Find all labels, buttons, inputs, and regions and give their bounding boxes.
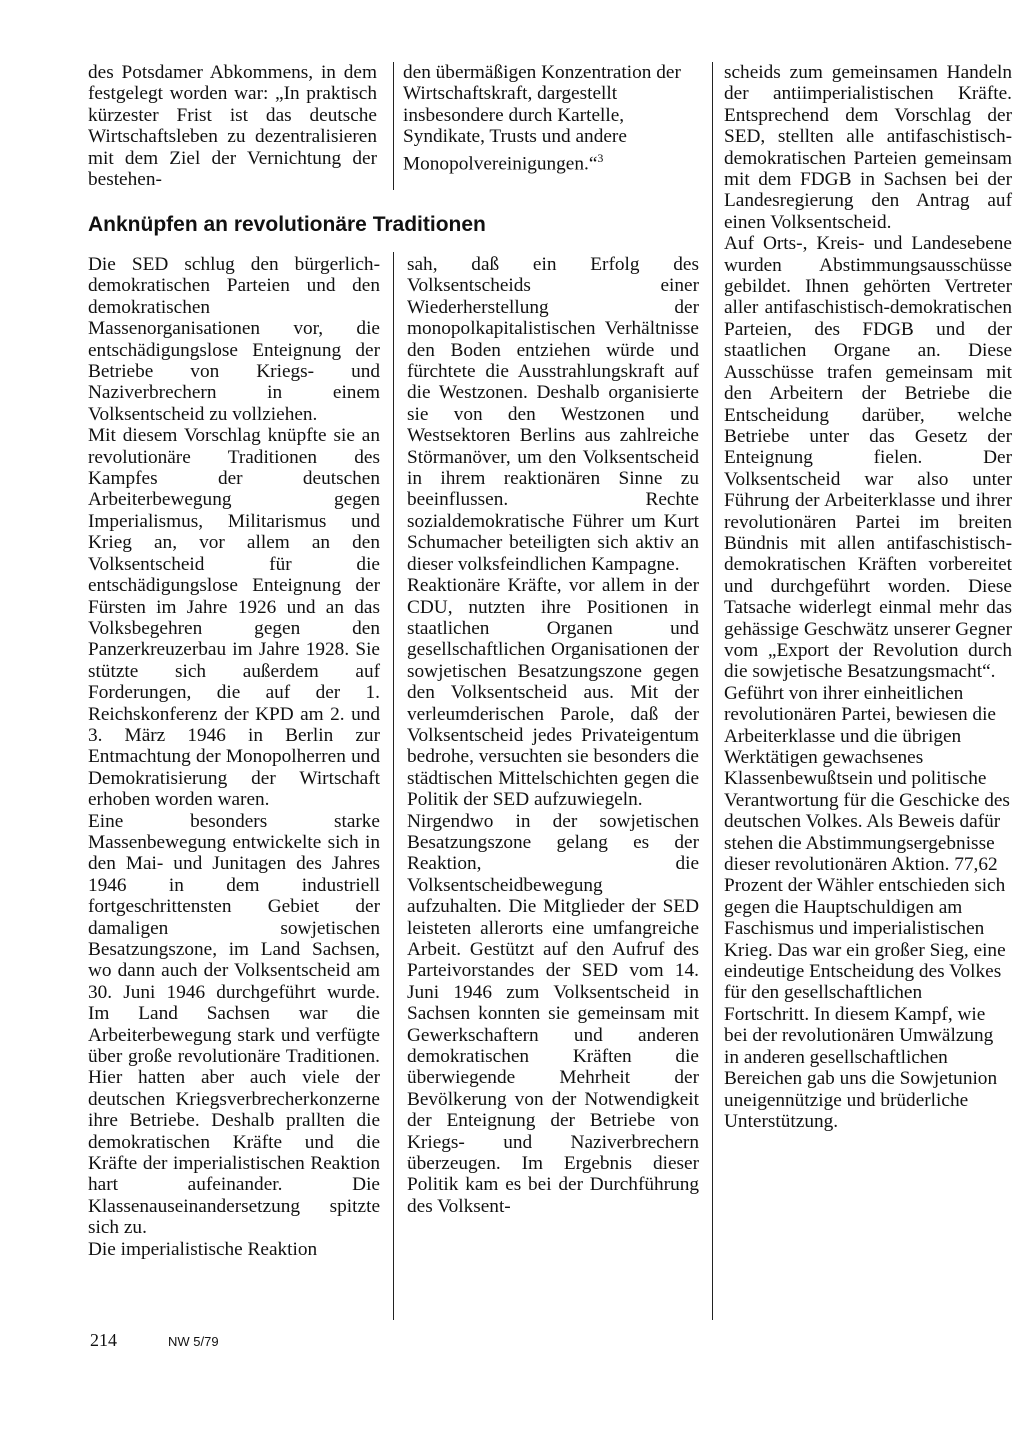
paragraph: Reaktionäre Kräfte, vor allem in der CDU, nutzten ihre Positionen in staatlichen Organen und gesellschaftlichen Organisationen der sowjetischen Besatzungszone gegen den Volksentscheid aus. Mit der verleumderischen Parole, daß der Volksentscheid jedes Privateigentum bedrohe, versuchten sie besonders die städtischen Mittelschichten gegen die Politik der SED aufzuwiegeln. bbox=[407, 575, 699, 811]
paragraph: Nirgendwo in der sowjetischen Besatzungszone gelang es der Reaktion, die Volksentscheidbewegung aufzuhalten. Die Mitglieder der SED leisteten allerorts eine umfangreiche Arbeit. Gestützt auf den Aufruf des Parteivorstandes der SED vom 14. Juni 1946 zum Volksentscheid in Sachsen konnten sie gemeinsam mit Gewerkschaftern und anderen demokratischen Kräften die überwiegende Mehrheit der Bevölkerung von der Notwendigkeit der Enteignung der Betriebe von Kriegs- und Naziverbrechern überzeugen. Im Ergebnis dieser Politik kam es bei der Durchführung des Volksent- bbox=[407, 810, 699, 1217]
paragraph: Die imperialistische Reaktion bbox=[88, 1238, 318, 1260]
column-3 bbox=[724, 62, 1012, 1132]
top-middle-text bbox=[403, 62, 695, 174]
column-rule-1 bbox=[393, 252, 394, 1320]
paragraph: Eine besonders starke Massenbewegung entwickelte sich in den Mai- und Junitagen des Jahres 1946 in dem industriell fortgeschrittensten Gebiet der damaligen sowjetischen Besatzungszone, im Land Sachsen, wo dann auch der Volksentscheid am 30. Juni 1946 durchgeführt wurde. Im Land Sachsen war die Arbeiterbewegung stark und verfügte über große revolutionäre Traditionen. Hier hatten aber auch viele der deutschen Kriegsverbrecherkonzerne ihre Betriebe. Deshalb prallten die demokratischen Kräfte und die Kräfte der imperialistischen Reaktion hart aufeinander. Die Klassenauseinandersetzung spitzte sich zu. bbox=[88, 810, 380, 1239]
column-2 bbox=[407, 254, 699, 1217]
paragraph: Mit diesem Vorschlag knüpfte sie an revolutionäre Traditionen des Kampfes der deutschen Arbeiterbewegung gegen Imperialismus, Militarismus und Krieg an, vor allem an den Volksentscheid für die entschädigungslose Enteignung der Fürsten im Jahre 1926 und an das Volksbegehren gegen den Panzerkreuzerbau im Jahre 1928. Sie stützte sich außerdem auf Forderungen, die auf der 1. Reichskonferenz der KPD am 2. und 3. März 1946 in Berlin zur Entmachtung der Monopolherren und Demokratisierung der Wirtschaft erhoben worden waren. bbox=[88, 425, 380, 811]
paragraph: scheids zum gemeinsamen Handeln der antiimperialistischen Kräfte. Entsprechend dem Vorschlag der SED, stellten alle antifaschistisch-demokratischen Parteien gemeinsam mit dem FDGB in Sachsen bei der Landesregierung den Antrag auf einen Volksentscheid. bbox=[724, 62, 1012, 233]
paragraph: Die SED schlug den bürgerlich-demokratischen Parteien und den demokratischen Massenorganisationen vor, die entschädigungslose Enteignung der Betriebe von Kriegs- und Naziverbrechern in einem Volksentscheid zu vollziehen. bbox=[88, 254, 380, 425]
column-rule-top bbox=[393, 62, 394, 190]
paragraph: Auf Orts-, Kreis- und Landesebene wurden Abstimmungsausschüsse gebildet. Ihnen gehörten Vertreter aller antifaschistisch-demokratischen Parteien, des FDGB und der staatlichen Organe an. Diese Ausschüsse trafen gemeinsam mit den Arbeitern der Betriebe die Entscheidung darüber, welche Betriebe unter das Gesetz der Enteignung fielen. Der Volksentscheid war also unter Führung der Arbeiterklasse und ihrer revolutionären Partei im breiten Bündnis mit allen antifaschistisch-demokratischen Kräften vorbereitet und durchgeführt worden. Diese Tatsache widerlegt einmal mehr das gehässige Geschwätz unserer Gegner vom „Export der Revolution durch die sowjetische Besatzungsmacht“. bbox=[724, 233, 1012, 683]
paragraph: des Potsdamer Abkommens, in dem festgelegt worden war: „In praktisch kürzester Frist ist das deutsche Wirtschaftsleben zu dezentralisieren mit dem Ziel der Vernichtung der bestehen- bbox=[88, 62, 377, 191]
top-left-text bbox=[88, 62, 377, 190]
paragraph: sah, daß ein Erfolg des Volksentscheids einer Wiederherstellung der monopolkapitalistischen Verhältnisse den Boden entziehen würde und fürchtete die Ausstrahlungskraft auf die Westzonen. Deshalb organisierte sie von den Westzonen und Westsektoren Berlins aus zahlreiche Störmanöver, um den Volksentscheid in ihrem reaktionären Sinne zu beeinflussen. Rechte sozialdemokratische Führer um Kurt Schumacher beteiligten sich aktiv an dieser volksfeindlichen Kampagne. bbox=[407, 254, 699, 575]
paragraph: Geführt von ihrer einheitlichen revolutionären Partei, bewiesen die Arbeiterklasse und die übrigen Werktätigen gewachsenes Klassenbewußtsein und politische Verantwortung für die Geschicke des deutschen Volkes. Als Beweis dafür stehen die Abstimmungsergebnisse dieser revolutionären Aktion. 77,62 Prozent der Wähler entschieden sich gegen die Hauptschuldigen am Faschismus und imperialistischen Krieg. Das war ein großer Sieg, eine eindeutige Entscheidung des Volkes für den gesellschaftlichen Fortschritt. In diesem Kampf, wie bei der revolutionären Umwälzung in anderen gesellschaftlichen Bereichen gab uns die Sowjetunion uneigennützige und brüderliche Unterstützung. bbox=[724, 682, 1010, 1132]
paragraph: den übermäßigen Konzentration der Wirtschaftskraft, dargestellt insbesondere durch Kartelle, Syndikate, Trusts und andere Monopolvereinigungen.“$^3$ bbox=[403, 62, 681, 175]
column-1 bbox=[88, 254, 380, 1260]
page-number: 214 bbox=[90, 1330, 117, 1350]
section-heading: Anknüpfen an revolutionäre Traditionen bbox=[88, 213, 486, 236]
issue-label: NW 5/79 bbox=[168, 1334, 219, 1349]
column-rule-2 bbox=[712, 62, 713, 1320]
footnote-marker: 3 bbox=[597, 150, 604, 165]
